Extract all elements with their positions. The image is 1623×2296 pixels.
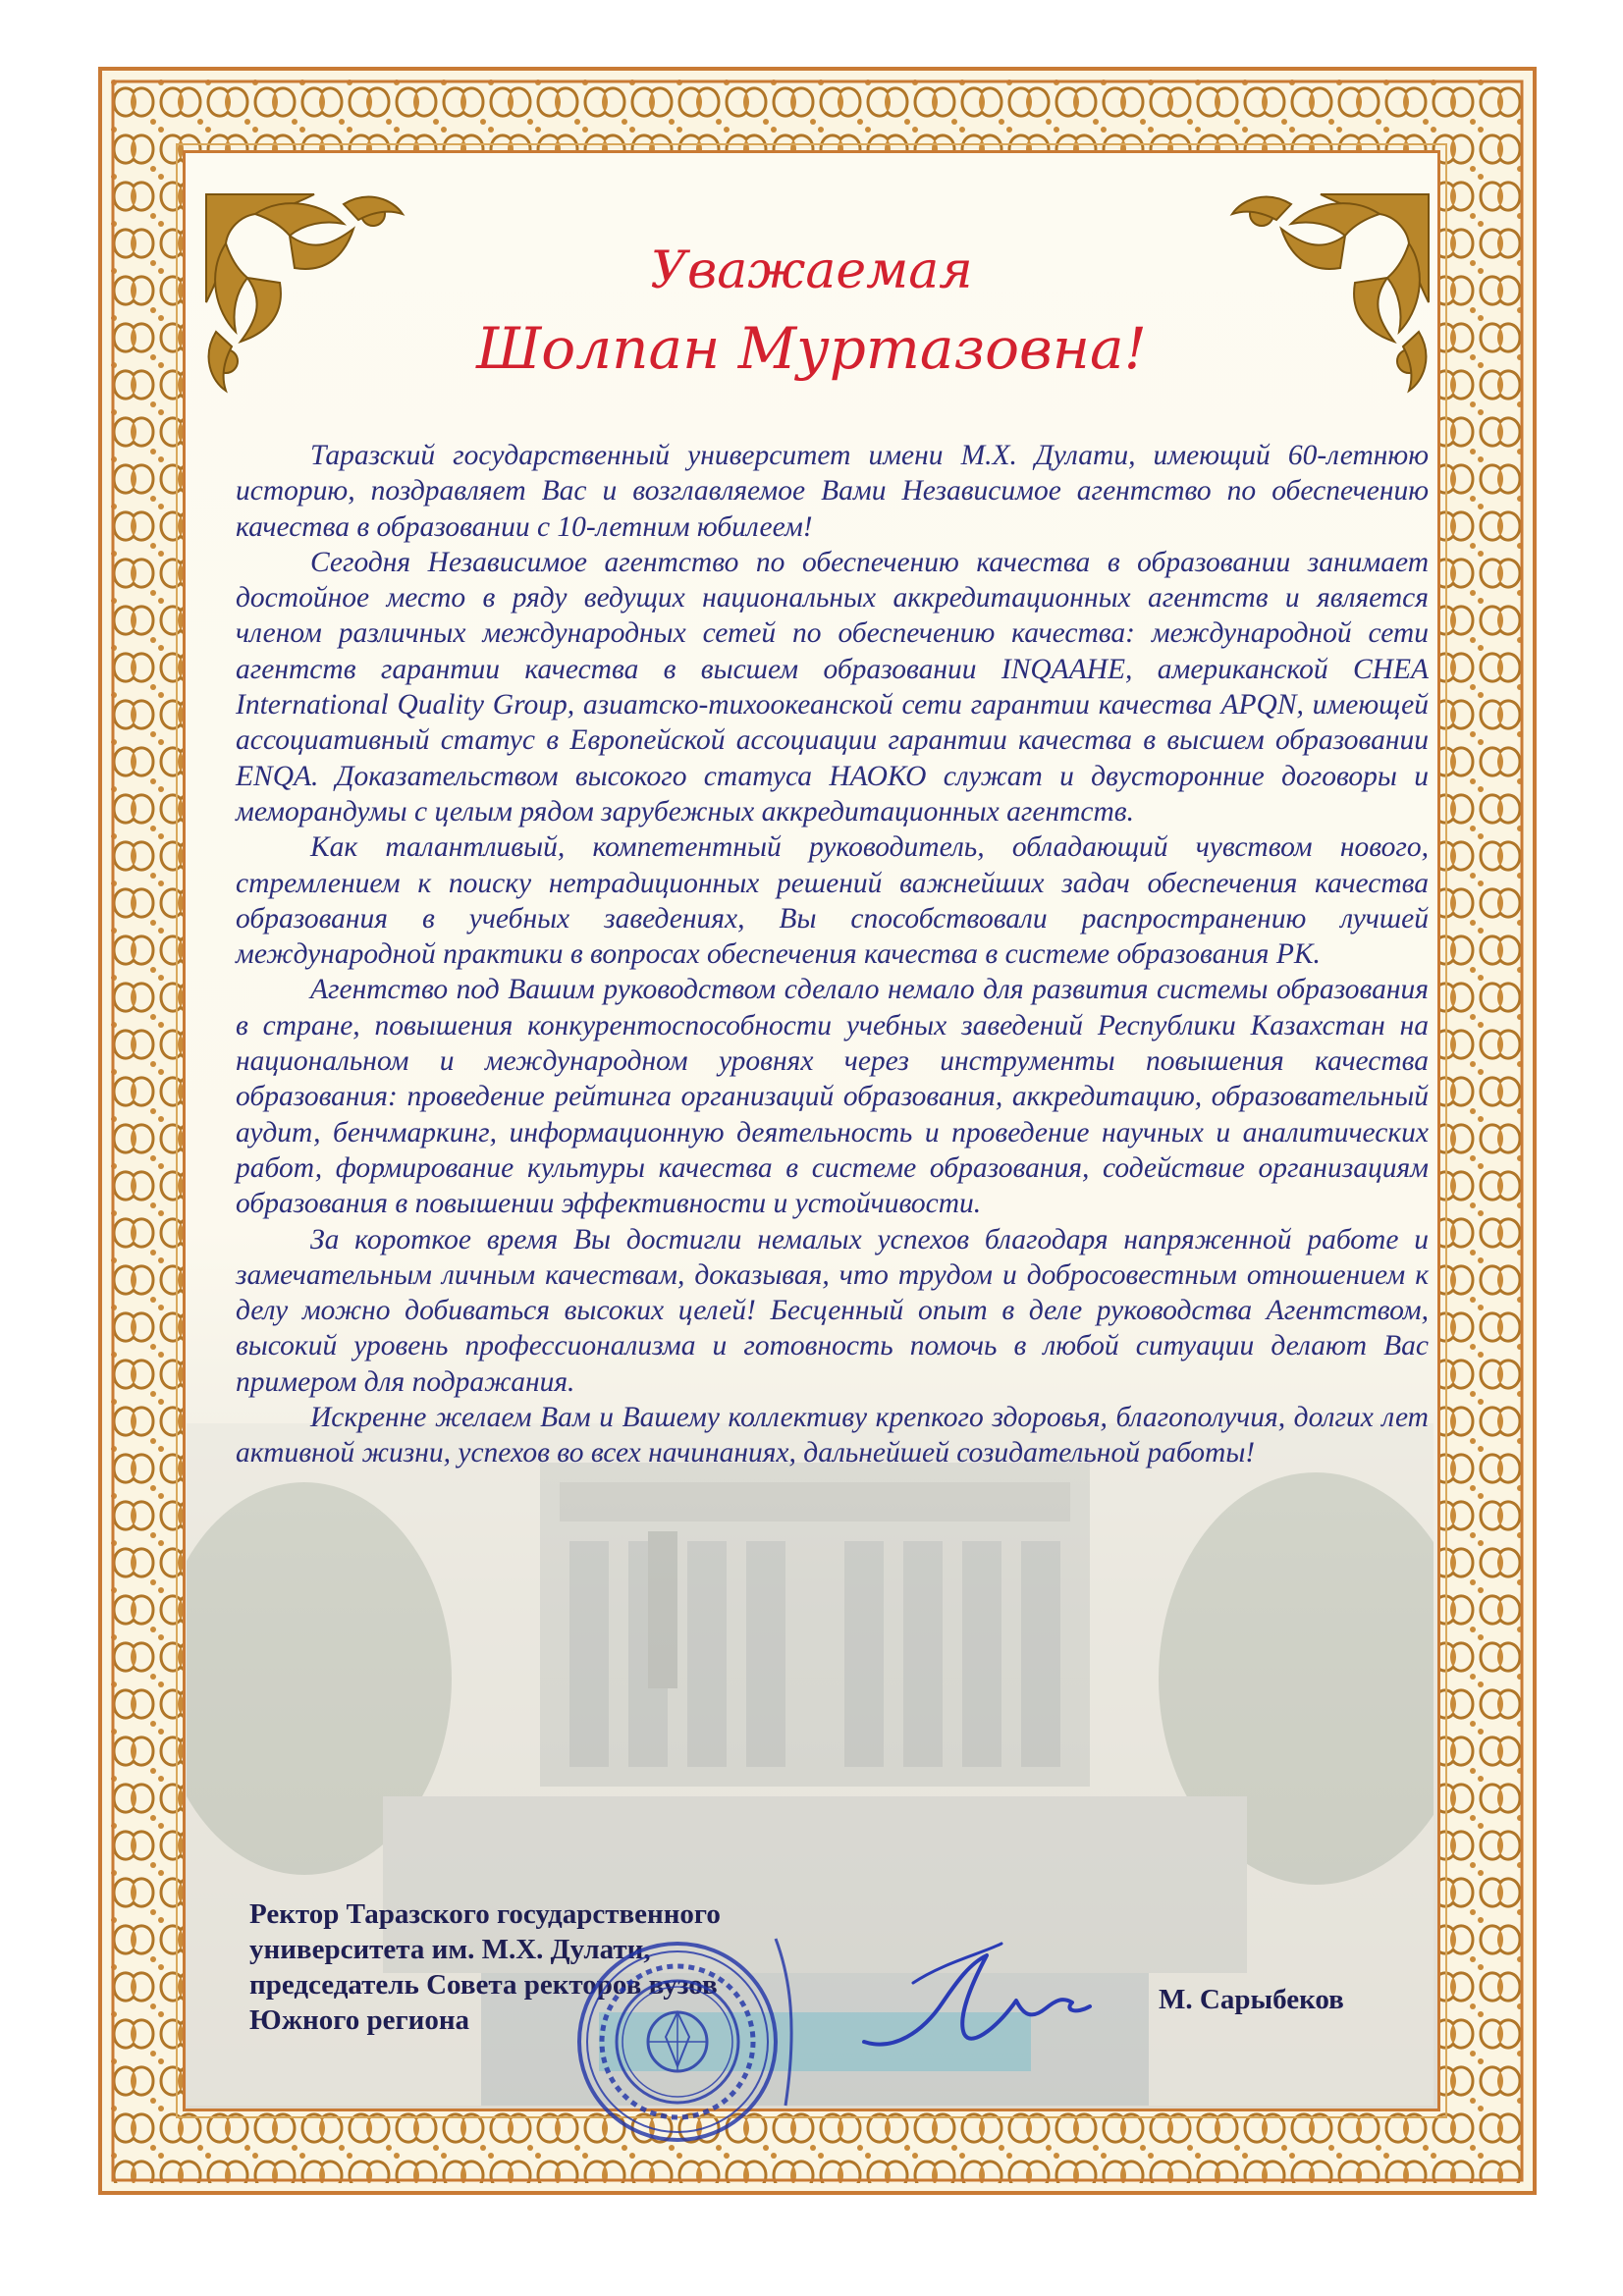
paragraph-1: Таразский государственный университет имени М.Х. Дулати, имеющий 60-летнюю историю, поздравляет Вас и возглавляемое Вами Независимое агентство по обеспечению качества в образовании с 10-летним юбилеем! bbox=[236, 440, 1429, 543]
paragraph-2: Сегодня Независимое агентство по обеспечению качества в образовании занимает достойное место в ряду ведущих национальных аккредитационных агентств и является членом различных международных сетей по обеспечению качества: международной сети агентств гарантии качества в высшем образовании INQAAHE, американской CHEA International Quality Group, азиатско-тихоокеанской сети гарантии качества APQN, имеющей ассоциативный статус в Европейской ассоциации гарантии качества в высшем образовании ENQA. Доказательством высокого статуса НАОКО служат и двусторонние договоры и меморандумы с целым рядом зарубежных аккредитационных агентств. bbox=[236, 546, 1429, 828]
signatory-title-line-3: председатель Совета ректоров вузов bbox=[249, 1969, 718, 2001]
paragraph-4: Агентство под Вашим руководством сделало немало для развития системы образования в стране, повышения конкурентоспособности учебных заведений Республики Казахстан на национальном и международном уровнях через инструменты повышения качества образования: проведение рейтинга организаций образования, аккредитацию, образовательный аудит, бенчмаркинг, информационную деятельность и проведение научных и аналитических работ, формирование культуры качества в системе образования, содействие организациям образования в повышении эффективности и устойчивости. bbox=[236, 974, 1429, 1220]
paragraph-6: Искренне желаем Вам и Вашему коллективу крепкого здоровья, благополучия, долгих лет активной жизни, успехов во всех начинаниях, дальнейшей созидательной работы! bbox=[236, 1402, 1429, 1469]
signatory-name: М. Сарыбеков bbox=[1159, 1984, 1344, 2015]
salutation bbox=[295, 236, 1328, 391]
signatory-title-line-1: Ректор Таразского государственного bbox=[249, 1898, 721, 1930]
signatory-title-line-2: университета им. М.Х. Дулати, bbox=[249, 1934, 651, 1965]
salutation-line-1: Уважаемая bbox=[650, 241, 973, 300]
university-stamp-icon bbox=[540, 1919, 864, 2145]
salutation-line-2: Шолпан Муртазовна! bbox=[476, 315, 1147, 382]
handwritten-signature-icon bbox=[854, 1924, 1109, 2071]
signatory-title-line-4: Южного региона bbox=[249, 2004, 470, 2036]
paragraph-3: Как талантливый, компетентный руководитель, обладающий чувством нового, стремлением к поиску нетрадиционных решений важнейших задач обеспечения качества образования в учебных заведениях, Вы способствовали распространению лучшей международной практики в вопросах обеспечения качества в системе образования РК. bbox=[236, 831, 1429, 971]
paragraph-5: За короткое время Вы достигли немалых успехов благодаря напряженной работе и замечательным личным качествам, доказывая, что трудом и добросовестным отношением к делу можно добиваться высоких целей! Бесценный опыт в деле руководства Агентством, высокий уровень профессионализма и готовность помочь в любой ситуации делают Вас примером для подражания. bbox=[236, 1223, 1429, 1398]
letter-body bbox=[236, 438, 1429, 1471]
